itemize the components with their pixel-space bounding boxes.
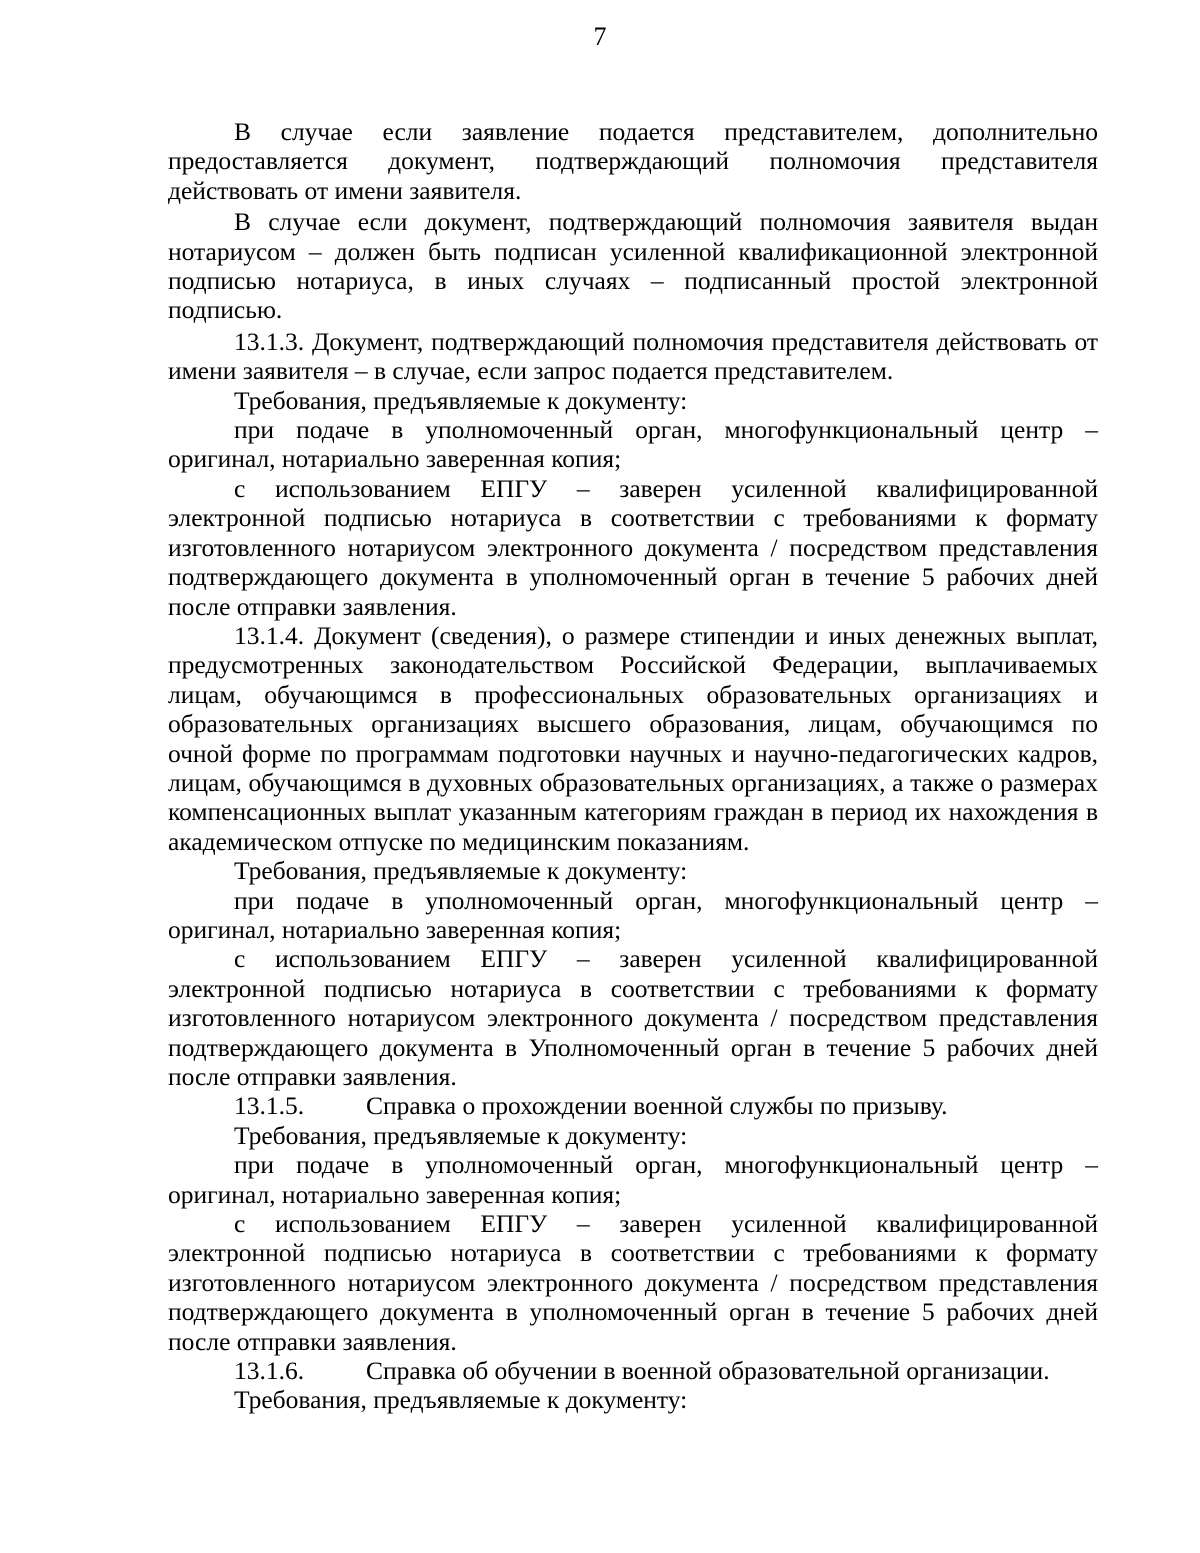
paragraph-requirement-in-person: при подаче в уполномоченный орган, многофункциональный центр – оригинал, нотариально заверенная копия; <box>168 1150 1098 1209</box>
paragraph-requirement-epgu: с использованием ЕПГУ – заверен усиленной квалифицированной электронной подписью нотариуса в соответствии с требованиями к формату изготовленного нотариусом электронного документа / посредством представления подтверждающего документа в уполномоченный орган в течение 5 рабочих дней после отправки заявления. <box>168 473 1098 621</box>
paragraph-requirements-heading: Требования, предъявляемые к документу: <box>234 1385 688 1415</box>
paragraph-requirements-heading: Требования, предъявляемые к документу: <box>234 385 688 415</box>
item-text: Справка о прохождении военной службы по призыву. <box>366 1091 948 1121</box>
page-number: 7 <box>593 22 607 51</box>
item-number: 13.1.5. <box>234 1091 305 1121</box>
item-number: 13.1.6. <box>234 1356 305 1386</box>
paragraph-13-1-5 <box>168 1091 1098 1120</box>
paragraph-requirement-in-person: при подаче в уполномоченный орган, многофункциональный центр – оригинал, нотариально заверенная копия; <box>168 415 1098 474</box>
document-body <box>168 117 1098 1415</box>
paragraph-13-1-6 <box>168 1356 1098 1385</box>
paragraph-requirements-heading: Требования, предъявляемые к документу: <box>234 1120 688 1150</box>
paragraph-requirement-epgu: с использованием ЕПГУ – заверен усиленной квалифицированной электронной подписью нотариуса в соответствии с требованиями к формату изготовленного нотариусом электронного документа / посредством представления подтверждающего документа в уполномоченный орган в течение 5 рабочих дней после отправки заявления. <box>168 1209 1098 1356</box>
item-text: Справка об обучении в военной образовательной организации. <box>366 1356 1050 1386</box>
paragraph-requirement-epgu: с использованием ЕПГУ – заверен усиленной квалифицированной электронной подписью нотариуса в соответствии с требованиями к формату изготовленного нотариусом электронного документа / посредством представления подтверждающего документа в Уполномоченный орган в течение 5 рабочих дней после отправки заявления. <box>168 944 1098 1091</box>
paragraph-requirement-in-person: при подаче в уполномоченный орган, многофункциональный центр – оригинал, нотариально заверенная копия; <box>168 885 1098 944</box>
paragraph-notary-signature: В случае если документ, подтверждающий полномочия заявителя выдан нотариусом – должен быть подписан усиленной квалификационной электронной подписью нотариуса, в иных случаях – подписанный простой электронной подписью. <box>168 207 1098 325</box>
paragraph-requirements-heading: Требования, предъявляемые к документу: <box>234 856 688 886</box>
paragraph-13-1-4: 13.1.4. Документ (сведения), о размере стипендии и иных денежных выплат, предусмотренных законодательством Российской Федерации, выплачиваемых лицам, обучающимся в профессиональных образовательных организациях и образовательных организациях высшего образования, лицам, обучающимся по очной форме по программам подготовки научных и научно-педагогических кадров, лицам, обучающимся в духовных образовательных организациях, а также о размерах компенсационных выплат указанным категориям граждан в период их нахождения в академическом отпуске по медицинским показаниям. <box>168 620 1098 856</box>
paragraph-13-1-3: 13.1.3. Документ, подтверждающий полномочия представителя действовать от имени заявителя – в случае, если запрос подается представителем. <box>168 326 1098 386</box>
paragraph-representative-docs: В случае если заявление подается представителем, дополнительно предоставляется документ, подтверждающий полномочия представителя действовать от имени заявителя. <box>168 117 1098 205</box>
